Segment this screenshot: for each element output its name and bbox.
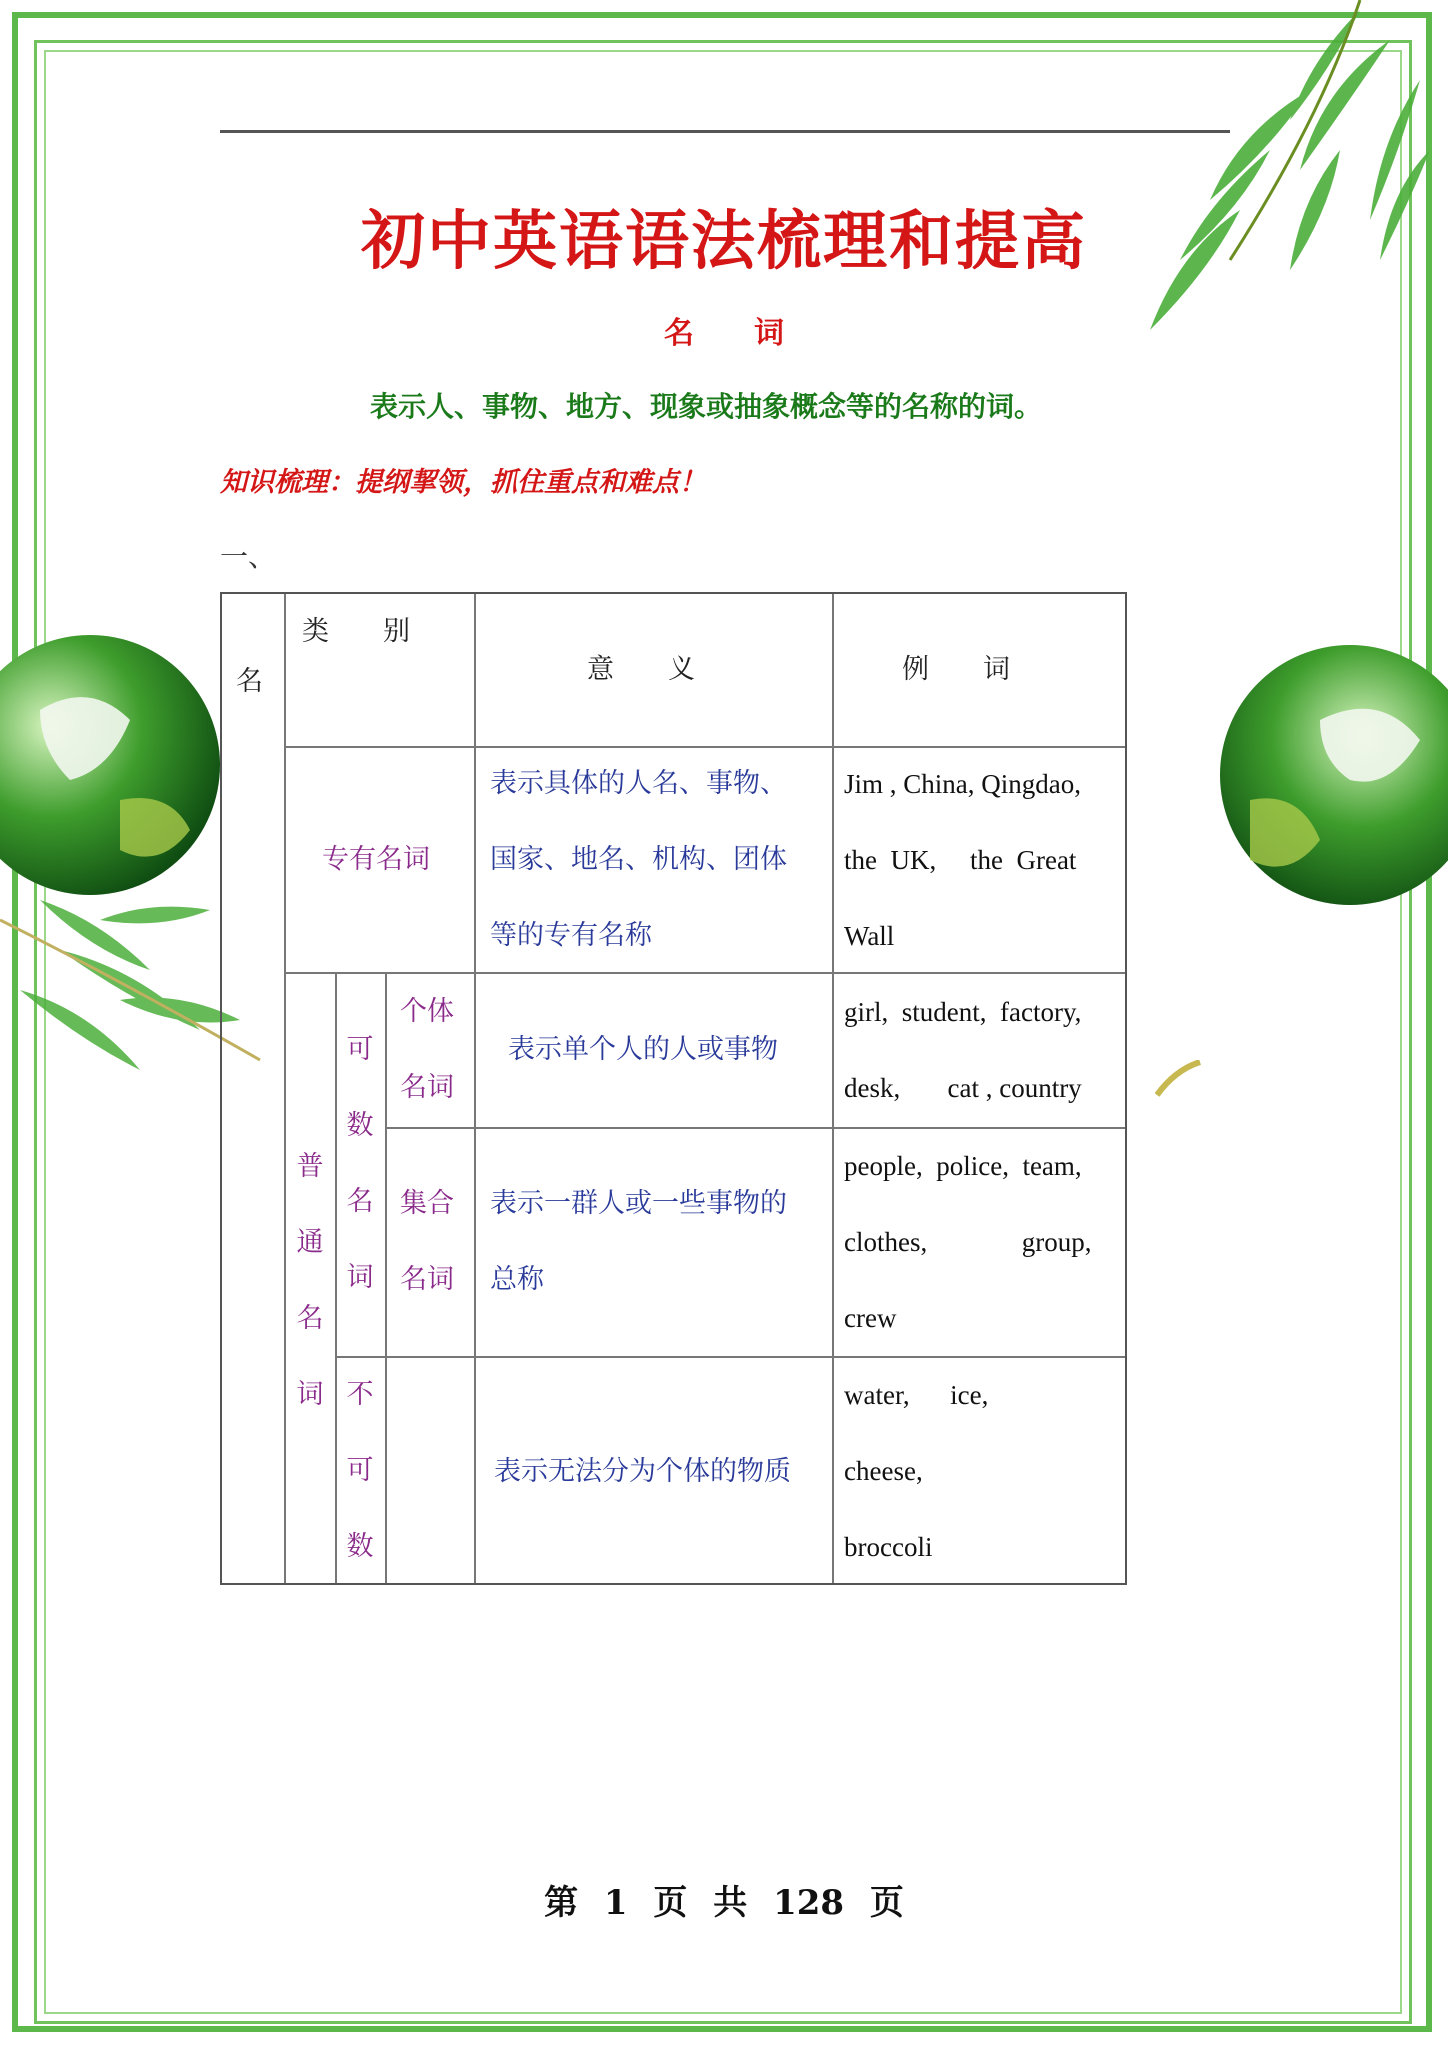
header-meaning: 意 义	[587, 654, 695, 685]
noun-table	[220, 592, 1127, 1585]
collective-noun-example-line: crew	[844, 1303, 897, 1333]
common-noun-label-char: 通	[296, 1227, 324, 1258]
countable-label-char: 名	[346, 1186, 374, 1217]
individual-noun-category-line: 个体	[400, 996, 454, 1027]
table-vline	[832, 594, 834, 1583]
collective-noun-example-line: clothes, group,	[844, 1227, 1092, 1257]
collective-noun-meaning-line: 总称	[490, 1264, 544, 1295]
individual-noun-meaning: 表示单个人的人或事物	[508, 1034, 778, 1065]
countable-label-char: 数	[346, 1110, 374, 1141]
proper-noun-example-line: the UK, the Great	[844, 845, 1077, 875]
collective-noun-category-line: 名词	[400, 1264, 454, 1295]
proper-noun-example-line: Jim , China, Qingdao,	[844, 769, 1081, 799]
collective-noun-meaning-line: 表示一群人或一些事物的	[490, 1188, 787, 1219]
small-leaf-right	[1155, 1060, 1205, 1100]
table-vline	[474, 594, 476, 1583]
proper-noun-meaning-line: 表示具体的人名、事物、	[490, 768, 787, 799]
proper-noun-meaning-line: 等的专有名称	[490, 920, 652, 951]
countable-label-char: 词	[346, 1262, 374, 1293]
document-subtitle: 名 词	[664, 316, 784, 351]
countable-label-char: 可	[346, 1034, 374, 1065]
section-number: 一、	[220, 540, 277, 573]
uncountable-noun-meaning: 表示无法分为个体的物质	[494, 1456, 791, 1487]
definition-text: 表示人、事物、地方、现象或抽象概念等的名称的词。	[370, 390, 1043, 423]
globe-right-decoration	[1190, 640, 1448, 920]
table-vline	[284, 594, 286, 1583]
uncountable-label-char: 数	[346, 1531, 374, 1562]
knowledge-heading: 知识梳理：提纲挈领，抓住重点和难点！	[220, 467, 706, 498]
common-noun-label-char: 名	[296, 1303, 324, 1334]
uncountable-label-char: 可	[346, 1455, 374, 1486]
proper-noun-example-line: Wall	[844, 921, 895, 951]
page-footer: 第 1 页 共 128 页	[544, 1883, 904, 1923]
individual-noun-category-line: 名词	[400, 1072, 454, 1103]
top-rule	[220, 130, 1230, 133]
table-vline	[335, 972, 337, 1583]
bamboo-leaves-top-right	[1060, 0, 1448, 360]
proper-noun-meaning-line: 国家、地名、机构、团体	[490, 844, 787, 875]
uncountable-noun-example-line: cheese,	[844, 1456, 923, 1486]
document-title: 初中英语语法梳理和提高	[361, 204, 1087, 279]
uncountable-label-char: 不	[346, 1379, 374, 1410]
uncountable-noun-example-line: water, ice,	[844, 1380, 989, 1410]
header-category: 类 别	[302, 616, 410, 647]
header-examples: 例 词	[902, 654, 1010, 685]
table-hline	[335, 1356, 1125, 1358]
table-vline	[385, 972, 387, 1583]
common-noun-label-char: 词	[296, 1379, 324, 1410]
uncountable-noun-example-line: broccoli	[844, 1532, 933, 1562]
common-noun-label-char: 普	[296, 1151, 324, 1182]
globe-left-decoration	[0, 630, 230, 910]
collective-noun-category-line: 集合	[400, 1188, 454, 1219]
table-side-label: 名	[236, 666, 263, 697]
proper-noun-category: 专有名词	[322, 844, 430, 875]
individual-noun-example-line: desk, cat , country	[844, 1073, 1082, 1103]
individual-noun-example-line: girl, student, factory,	[844, 997, 1082, 1027]
collective-noun-example-line: people, police, team,	[844, 1151, 1082, 1181]
